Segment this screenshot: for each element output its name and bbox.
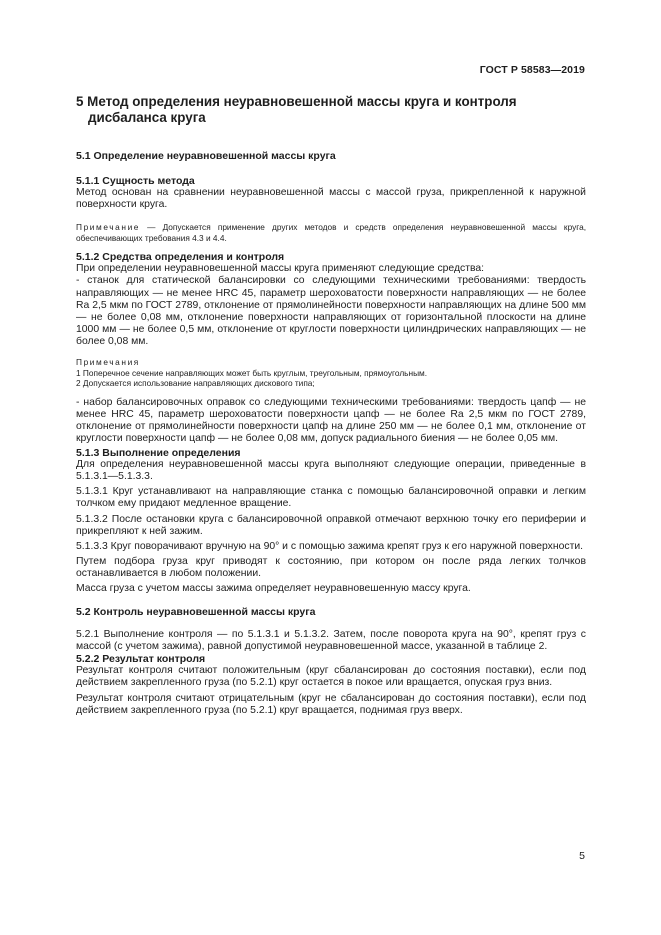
- section-5-1-2-title: 5.1.2 Средства определения и контроля: [76, 251, 285, 264]
- note-1: [76, 222, 586, 243]
- section-5-1-3-intro: Для определения неуравновешенной массы круга выполняют следующие операции, приведенные в 5.1.3.1—5.1.3.3.: [76, 459, 586, 483]
- section-5-2-title: 5.2 Контроль неуравновешенной массы круга: [76, 606, 316, 619]
- note-b: 2 Допускается использование направляющих дискового типа;: [76, 378, 315, 389]
- section-5-1-2-item-2: - набор балансировочных оправок со следующими техническими требованиями: твердость цапф — не менее HRC 45, параметр шероховатости поверхности цапф — не более Ra 2,5 мкм по ГОСТ 2789, отклонение от прямолинейности поверхности цапф на длине 250 мм — не более 0,1 мм, отклонение от круглости поверхности цапф — не более 0,08 мм, допуск радиального биения — не более 0,05 мм.: [76, 396, 586, 445]
- document-header-id: ГОСТ Р 58583—2019: [479, 64, 585, 76]
- section-5-1-2-item-1: - станок для статической балансировки со следующими техническими требованиями: твердость направляющих — не менее HRC 45, параметр шероховатости поверхности направляющих — не более Ra 2,5 мкм по ГОСТ 2789, отклонение от прямолинейности поверхности направляющих на длине 500 мм — не более 0,08 мм, отклонение поверхности направляющих от горизонтальной плоскости на длине 1000 мм — не более 0,5 мм, отклонение от круглости поверхности цилиндрических направляющих — не более 0,08 мм.: [76, 275, 586, 347]
- document-content: [76, 94, 586, 717]
- section-5-title-line2: дисбаланса круга: [88, 110, 206, 125]
- section-5-1-3-3: 5.1.3.3 Круг поворачивают вручную на 90° и с помощью зажима крепят груз к его наружной поверхности.: [76, 540, 584, 552]
- section-5-title: [76, 94, 586, 126]
- section-5-2-2-title: 5.2.2 Результат контроля: [76, 653, 206, 666]
- section-5-1-3-1: 5.1.3.1 Круг устанавливают на направляющие станка с помощью балансировочной оправки и легким толчком ему придают медленное вращение.: [76, 486, 586, 510]
- section-5-2-1: 5.2.1 Выполнение контроля — по 5.1.3.1 и 5.1.3.2. Затем, после поворота круга на 90°, крепят груз с массой (с учетом зажима), равной допустимой неуравновешенной массе, указанной в таблице 2.: [76, 629, 586, 653]
- note-1-text: — Допускается применение других методов и средств определения неуравновешенной массы круга, обеспечивающих требования 4.3 и 4.4.: [76, 222, 586, 243]
- notes-label: Примечания: [76, 357, 140, 368]
- section-5-1-3-para-1: Путем подбора груза круг приводят к состоянию, при котором он после ряда легких толчков останавливается в любом положении.: [76, 555, 586, 579]
- section-5-1-2-intro: При определении неуравновешенной массы круга применяют следующие средства:: [76, 263, 485, 275]
- section-5-1-3-2: 5.1.3.2 После остановки круга с балансировочной оправкой отмечают верхнюю точку его периферии и прикрепляют к ней зажим.: [76, 513, 586, 537]
- note-1-label: Примечание: [76, 222, 141, 233]
- section-5-1-1-title: 5.1.1 Сущность метода: [76, 175, 195, 187]
- page-number: 5: [579, 850, 585, 862]
- note-a: 1 Поперечное сечение направляющих может быть круглым, треугольным, прямоугольным.: [76, 367, 428, 378]
- section-5-1-title: 5.1 Определение неуравновешенной массы круга: [76, 150, 336, 162]
- section-5-1-1-text: Метод основан на сравнении неуравновешенной массы с массой груза, прикрепленной к наружной поверхности круга.: [76, 187, 586, 211]
- section-5-1-3-para-2: Масса груза с учетом массы зажима определяет неуравновешенную массу круга.: [76, 583, 471, 595]
- section-5-2-2-para-2: Результат контроля считают отрицательным (круг не сбалансирован до состояния поставки), если под действием закрепленного груза (по 5.2.1) круг вращается, поднимая груз вверх.: [76, 692, 586, 716]
- section-5-title-line1: 5 Метод определения неуравновешенной массы круга и контроля: [76, 94, 517, 109]
- section-5-2-2-para-1: Результат контроля считают положительным (круг сбалансирован до состояния поставки), если под действием закрепленного груза (по 5.2.1) круг остается в покое или вращается, опуская груз вниз.: [76, 665, 586, 689]
- section-5-1-3-title: 5.1.3 Выполнение определения: [76, 447, 241, 460]
